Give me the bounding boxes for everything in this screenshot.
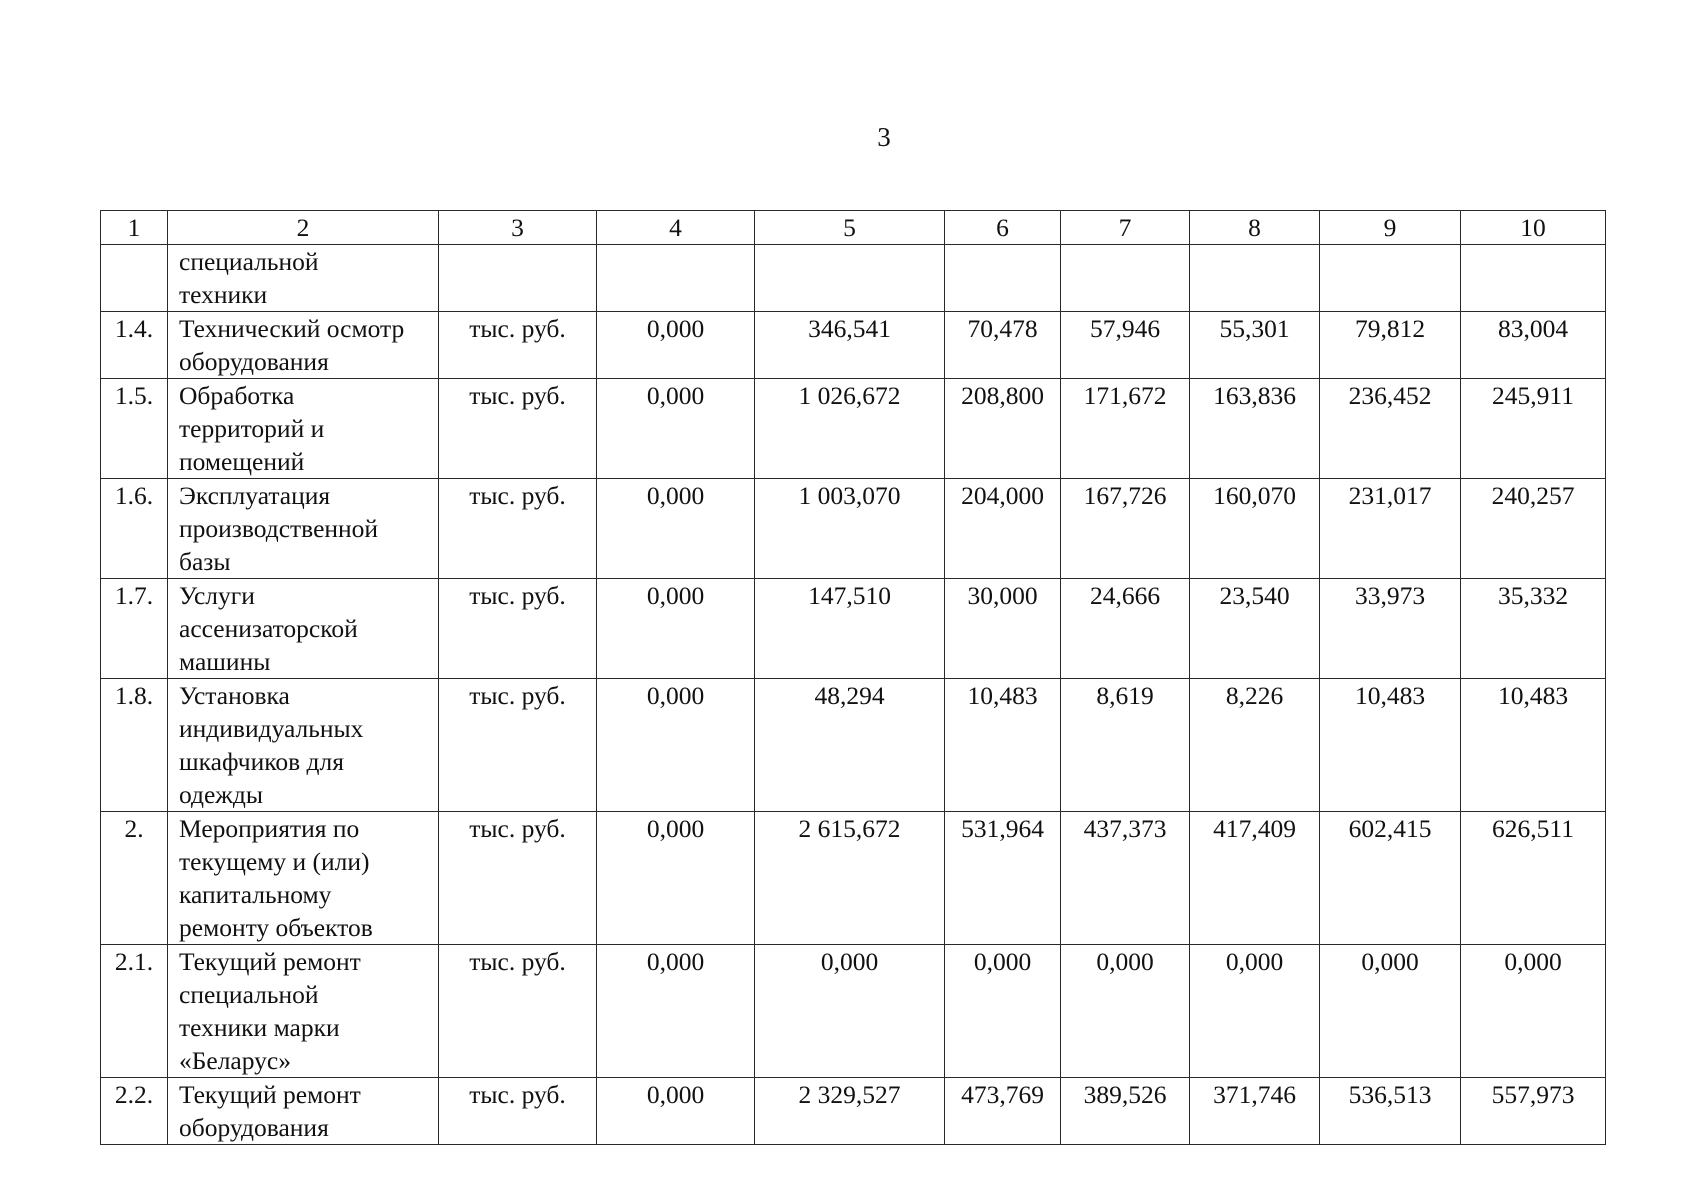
value-cell: 0,000 — [597, 579, 755, 679]
value-cell: 602,415 — [1320, 812, 1461, 945]
item-name-line: Установка — [179, 681, 290, 710]
item-name-line: одежды — [179, 780, 264, 809]
item-name-line: Услуги — [179, 581, 255, 610]
value-cell: 2 329,527 — [755, 1078, 945, 1145]
value-cell — [1061, 245, 1190, 312]
value-cell: 437,373 — [1061, 812, 1190, 945]
item-name-cell — [168, 479, 439, 579]
table-row — [101, 379, 1606, 479]
value-cell: 536,513 — [1320, 1078, 1461, 1145]
value-cell: 1 026,672 — [755, 379, 945, 479]
item-name-cell — [168, 679, 439, 812]
value-cell: 8,619 — [1061, 679, 1190, 812]
item-name-line: специальной — [179, 247, 319, 276]
item-name-line: Технический осмотр — [179, 314, 405, 343]
row-number-cell: 2.1. — [101, 945, 168, 1078]
value-cell: 0,000 — [597, 479, 755, 579]
item-name-line: Обработка — [179, 381, 295, 410]
value-cell: 0,000 — [597, 679, 755, 812]
value-cell: 0,000 — [945, 945, 1061, 1078]
value-cell — [1461, 245, 1606, 312]
value-cell: 83,004 — [1461, 312, 1606, 379]
value-cell: 57,946 — [1061, 312, 1190, 379]
value-cell: 0,000 — [1190, 945, 1320, 1078]
item-name-line: техники марки — [179, 1013, 340, 1042]
value-cell: 557,973 — [1461, 1078, 1606, 1145]
value-cell: 389,526 — [1061, 1078, 1190, 1145]
value-cell: 167,726 — [1061, 479, 1190, 579]
value-cell: 8,226 — [1190, 679, 1320, 812]
value-cell: 30,000 — [945, 579, 1061, 679]
value-cell: 35,332 — [1461, 579, 1606, 679]
header-cell: 8 — [1190, 211, 1320, 245]
header-cell: 2 — [168, 211, 439, 245]
header-cell: 3 — [439, 211, 597, 245]
unit-cell: тыс. руб. — [439, 1078, 597, 1145]
item-name-line: оборудования — [179, 1113, 329, 1142]
value-cell: 0,000 — [597, 812, 755, 945]
value-cell: 236,452 — [1320, 379, 1461, 479]
value-cell: 23,540 — [1190, 579, 1320, 679]
item-name-line: текущему и (или) — [179, 847, 370, 876]
item-name-line: «Беларус» — [179, 1046, 291, 1075]
item-name-line: ассенизаторской — [179, 614, 358, 643]
table-header-row — [101, 211, 1606, 245]
value-cell: 79,812 — [1320, 312, 1461, 379]
header-cell: 1 — [101, 211, 168, 245]
item-name-cell — [168, 245, 439, 312]
unit-cell — [439, 245, 597, 312]
value-cell: 48,294 — [755, 679, 945, 812]
table-row — [101, 1078, 1606, 1145]
value-cell: 160,070 — [1190, 479, 1320, 579]
item-name-cell — [168, 945, 439, 1078]
item-name-line: техники — [179, 280, 268, 309]
value-cell — [1320, 245, 1461, 312]
item-name-line: ремонту объектов — [179, 913, 373, 942]
value-cell: 33,973 — [1320, 579, 1461, 679]
page-number: 3 — [877, 122, 891, 152]
header-cell: 6 — [945, 211, 1061, 245]
value-cell: 245,911 — [1461, 379, 1606, 479]
item-name-line: производственной — [179, 514, 379, 543]
row-number-cell: 1.7. — [101, 579, 168, 679]
value-cell: 0,000 — [1320, 945, 1461, 1078]
value-cell: 417,409 — [1190, 812, 1320, 945]
value-cell: 231,017 — [1320, 479, 1461, 579]
header-cell: 7 — [1061, 211, 1190, 245]
value-cell: 2 615,672 — [755, 812, 945, 945]
value-cell: 240,257 — [1461, 479, 1606, 579]
header-cell: 10 — [1461, 211, 1606, 245]
value-cell: 626,511 — [1461, 812, 1606, 945]
unit-cell: тыс. руб. — [439, 579, 597, 679]
row-number-cell: 1.5. — [101, 379, 168, 479]
table-row — [101, 945, 1606, 1078]
unit-cell: тыс. руб. — [439, 812, 597, 945]
value-cell: 1 003,070 — [755, 479, 945, 579]
item-name-line: помещений — [179, 447, 305, 476]
item-name-cell — [168, 1078, 439, 1145]
value-cell: 473,769 — [945, 1078, 1061, 1145]
table-row — [101, 812, 1606, 945]
value-cell: 0,000 — [1461, 945, 1606, 1078]
value-cell: 10,483 — [1320, 679, 1461, 812]
value-cell: 0,000 — [755, 945, 945, 1078]
row-number-cell — [101, 245, 168, 312]
row-number-cell: 2. — [101, 812, 168, 945]
item-name-cell — [168, 579, 439, 679]
table-row — [101, 479, 1606, 579]
item-name-line: базы — [179, 547, 231, 576]
row-number-cell: 1.6. — [101, 479, 168, 579]
item-name-line: территорий и — [179, 414, 325, 443]
unit-cell: тыс. руб. — [439, 312, 597, 379]
value-cell: 171,672 — [1061, 379, 1190, 479]
value-cell: 0,000 — [597, 1078, 755, 1145]
value-cell: 204,000 — [945, 479, 1061, 579]
value-cell: 10,483 — [945, 679, 1061, 812]
value-cell — [945, 245, 1061, 312]
value-cell: 346,541 — [755, 312, 945, 379]
value-cell — [597, 245, 755, 312]
row-number-cell: 1.8. — [101, 679, 168, 812]
header-cell: 4 — [597, 211, 755, 245]
item-name-line: Мероприятия по — [179, 814, 360, 843]
item-name-line: машины — [179, 647, 271, 676]
item-name-cell — [168, 812, 439, 945]
value-cell: 0,000 — [597, 312, 755, 379]
unit-cell: тыс. руб. — [439, 945, 597, 1078]
value-cell: 0,000 — [597, 945, 755, 1078]
item-name-line: Текущий ремонт — [179, 947, 361, 976]
item-name-line: шкафчиков для — [179, 747, 344, 776]
table-row — [101, 245, 1606, 312]
value-cell: 55,301 — [1190, 312, 1320, 379]
table-row — [101, 312, 1606, 379]
table-body — [101, 211, 1606, 1145]
row-number-cell: 2.2. — [101, 1078, 168, 1145]
value-cell: 0,000 — [1061, 945, 1190, 1078]
item-name-line: специальной — [179, 980, 319, 1009]
item-name-line: индивидуальных — [179, 714, 364, 743]
budget-table — [100, 210, 1606, 1145]
unit-cell: тыс. руб. — [439, 379, 597, 479]
item-name-line: Текущий ремонт — [179, 1080, 361, 1109]
value-cell: 208,800 — [945, 379, 1061, 479]
item-name-line: Эксплуатация — [179, 481, 331, 510]
item-name-cell — [168, 312, 439, 379]
value-cell: 371,746 — [1190, 1078, 1320, 1145]
value-cell: 147,510 — [755, 579, 945, 679]
value-cell: 0,000 — [597, 379, 755, 479]
value-cell — [755, 245, 945, 312]
value-cell — [1190, 245, 1320, 312]
unit-cell: тыс. руб. — [439, 679, 597, 812]
row-number-cell: 1.4. — [101, 312, 168, 379]
header-cell: 9 — [1320, 211, 1461, 245]
value-cell: 70,478 — [945, 312, 1061, 379]
value-cell: 531,964 — [945, 812, 1061, 945]
value-cell: 24,666 — [1061, 579, 1190, 679]
unit-cell: тыс. руб. — [439, 479, 597, 579]
header-cell: 5 — [755, 211, 945, 245]
item-name-line: оборудования — [179, 347, 329, 376]
value-cell: 163,836 — [1190, 379, 1320, 479]
table-row — [101, 579, 1606, 679]
table-row — [101, 679, 1606, 812]
item-name-cell — [168, 379, 439, 479]
item-name-line: капитальному — [179, 880, 332, 909]
value-cell: 10,483 — [1461, 679, 1606, 812]
